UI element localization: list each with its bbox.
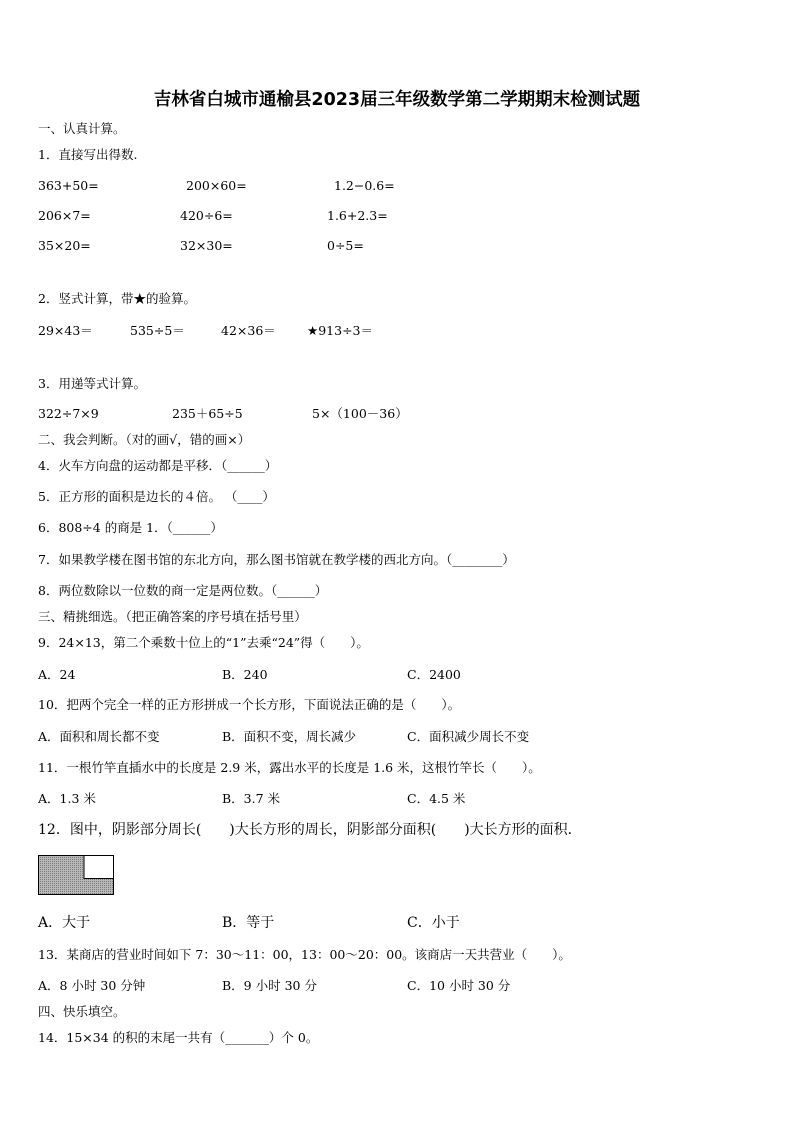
option-b: B．9 小时 30 分 [222,978,317,993]
option-b: B．等于 [222,915,275,931]
vertical-calc-item: ★913÷3＝ [307,323,373,338]
calc-item: 200×60= [186,178,247,193]
judge-question-4: 4．火车方向盘的运动都是平移．（______） [38,458,278,473]
option-a: A．8 小时 30 分钟 [38,978,146,993]
judge-question-8: 8．两位数除以一位数的商一定是两位数。（______） [38,583,328,598]
option-a: A．1.3 米 [38,791,96,806]
choice-question-11: 11．一根竹竿直插水中的长度是 2.9 米，露出水平的长度是 1.6 米，这根竹竿长（ ）。 [38,760,541,775]
calc-item: 420÷6= [180,208,233,223]
calc-item: 363+50= [38,178,99,193]
judge-question-5: 5．正方形的面积是边长的４倍。 （____） [38,489,275,504]
section-heading-3: 三、精挑细选。（把正确答案的序号填在括号里） [38,609,307,624]
question-1-label: 1．直接写出得数. [38,147,138,162]
option-c: C．小于 [407,915,460,931]
judge-question-7: 7．如果教学楼在图书馆的东北方向，那么图书馆就在教学楼的西北方向。（________） [38,552,515,567]
question-3-label: 3．用递等式计算。 [38,376,146,391]
calc-item: 35×20= [38,238,91,253]
option-c: C．10 小时 30 分 [407,978,511,993]
choice-question-10: 10．把两个完全一样的正方形拼成一个长方形，下面说法正确的是（ ）。 [38,697,461,712]
unshaded-corner-square [84,856,114,879]
section-heading-2: 二、我会判断。（对的画√，错的画×） [38,432,251,447]
option-c: C．2400 [407,667,461,682]
choice-question-9: 9．24×13，第二个乘数十位上的“1”去乘“24”得（ ）。 [38,635,369,650]
fill-question-14: 14．15×34 的积的末尾一共有（_______）个 0。 [38,1030,319,1045]
calc-item: 32×30= [180,238,233,253]
section-heading-4: 四、快乐填空。 [38,1004,126,1019]
calc-item: 1.6+2.3= [327,208,388,223]
step-calc-item: 5×（100－36） [312,406,408,421]
calc-item: 1.2−0.6= [334,178,395,193]
vertical-calc-item: 29×43＝ [38,323,93,338]
section-heading-1: 一、认真计算。 [38,121,126,136]
option-a: A．24 [38,667,76,682]
question-2-label: 2．竖式计算，带★的验算。 [38,291,196,306]
calc-item: 0÷5= [327,238,364,253]
option-b: B．面积不变，周长减少 [222,729,357,744]
choice-question-13: 13．某商店的营业时间如下 7：30～11：00，13：00～20：00。该商店一天共营业（ ）。 [38,947,571,962]
option-b: B．3.7 米 [222,791,281,806]
judge-question-6: 6．808÷4 的商是 1．（______） [38,520,223,535]
option-a: A．面积和周长都不变 [38,729,160,744]
choice-question-12: 12．图中，阴影部分周长( )大长方形的周长，阴影部分面积( )大长方形的面积． [38,822,582,838]
step-calc-item: 322÷7×9 [38,406,99,421]
page-title: 吉林省白城市通榆县2023届三年级数学第二学期期末检测试题 [153,90,641,110]
vertical-calc-item: 535÷5＝ [130,323,185,338]
vertical-calc-item: 42×36＝ [221,323,276,338]
option-b: B．240 [222,667,268,682]
shaded-rectangle-figure [38,855,114,895]
option-a: A．大于 [38,915,91,931]
option-c: C．面积减少周长不变 [407,729,530,744]
calc-item: 206×7= [38,208,91,223]
option-c: C．4.5 米 [407,791,466,806]
step-calc-item: 235＋65÷5 [172,406,243,421]
